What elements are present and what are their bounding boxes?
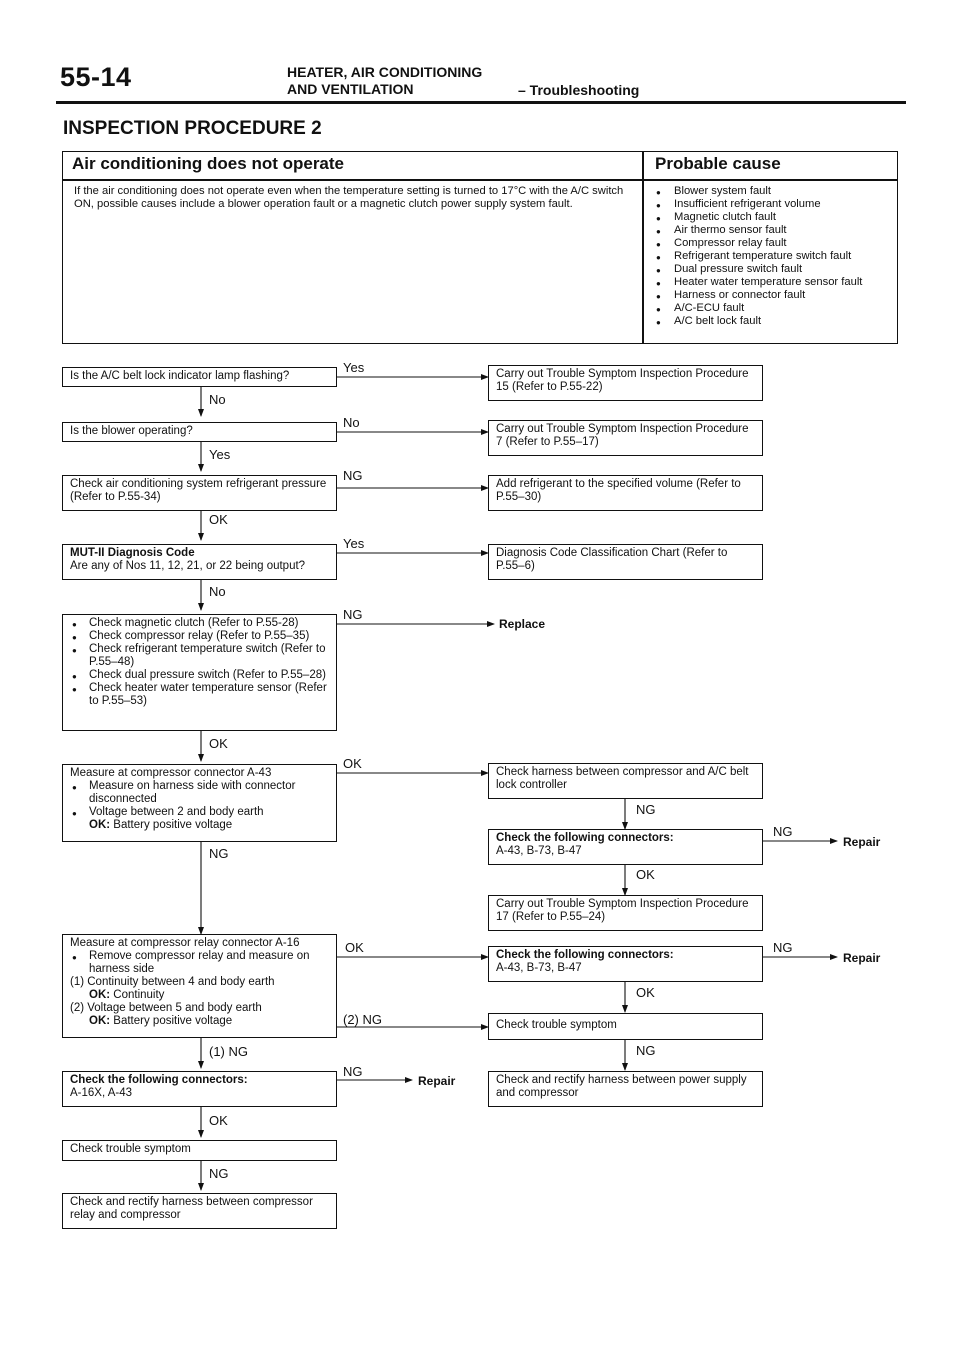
q1-no-label: No <box>209 392 226 407</box>
cause-item: ● Heater water temperature sensor fault <box>652 276 862 289</box>
c1-title: Check the following connectors: <box>496 949 674 961</box>
q9-text: Check trouble symptom <box>70 1143 191 1155</box>
q7-ng1-label: (1) NG <box>209 1044 248 1059</box>
chapter-title-line2: AND VENTILATION <box>287 81 414 97</box>
q2-text: Is the blower operating? <box>70 425 193 437</box>
q4-diagnosis-box <box>62 544 337 580</box>
q6-ok-condition <box>70 819 329 832</box>
q7-title: Measure at compressor relay connector A-16 <box>70 937 300 949</box>
page-number: 55-14 <box>60 62 132 92</box>
cause-item: ● Air thermo sensor fault <box>652 224 862 237</box>
q5-component-checks-box <box>62 614 337 731</box>
q9-trouble-symptom-box <box>62 1140 337 1161</box>
cause-item: ● Dual pressure switch fault <box>652 263 862 276</box>
r3-result-box <box>488 475 763 511</box>
c1-list: A-43, B-73, B-47 <box>496 962 582 974</box>
symptom-title: Air conditioning does not operate <box>72 154 344 173</box>
q6-ok-label-text: OK: <box>89 819 111 831</box>
c1-repair-label: Repair <box>843 951 881 965</box>
r4-result-box <box>488 544 763 580</box>
symptom-description: If the air conditioning does not operate even when the temperature setting is turned to 17°C with the A/C switch ON, possible causes include a blower operation fault or a magnetic clutch power supply system fault. <box>74 185 624 210</box>
q1-text: Is the A/C belt lock indicator lamp flashing? <box>70 370 290 382</box>
q1-yes-label: Yes <box>343 360 365 375</box>
b1-text: Check harness between compressor and A/C belt lock controller <box>496 766 749 791</box>
q7-c2-ok-value: Battery positive voltage <box>113 1015 233 1027</box>
q5-item: ● Check magnetic clutch (Refer to P.55-28) <box>70 617 329 630</box>
cause-item: ● A/C-ECU fault <box>652 302 862 315</box>
q3-ok-label: OK <box>209 512 228 527</box>
q5-item: ● Check compressor relay (Refer to P.55–35) <box>70 630 329 643</box>
c2-ng-label: NG <box>636 1043 656 1058</box>
cause-item: ● Insufficient refrigerant volume <box>652 198 862 211</box>
section-title: – Troubleshooting <box>518 82 640 98</box>
q8-list: A-16X, A-43 <box>70 1087 133 1099</box>
b2-repair-label: Repair <box>843 835 881 849</box>
q6-ng-label: NG <box>209 846 229 861</box>
b1-ng-label: NG <box>636 802 656 817</box>
q8-connectors-box <box>62 1071 337 1107</box>
cause-item: ● Magnetic clutch fault <box>652 211 862 224</box>
q7-c2-ok-label: OK: <box>89 1015 111 1027</box>
r1-text: Carry out Trouble Symptom Inspection Procedure 15 (Refer to P.55-22) <box>496 368 749 393</box>
q7-condition-1: (1) Continuity between 4 and body earth <box>70 976 275 988</box>
q10-rectify-box <box>62 1193 337 1229</box>
q4-yes-label: Yes <box>343 536 365 551</box>
q5-item: ● Check dual pressure switch (Refer to P.55–28) <box>70 669 329 682</box>
q6-ok-value: Battery positive voltage <box>113 819 233 831</box>
chapter-title-line1: HEATER, AIR CONDITIONING <box>287 64 483 80</box>
q6-ok-label: OK <box>343 756 362 771</box>
c1-ok-label: OK <box>636 985 655 1000</box>
q7-condition-2-ok <box>70 1015 329 1028</box>
q8-ng-label: NG <box>343 1064 363 1079</box>
b2-connectors-box <box>488 829 763 865</box>
cause-item: ● Harness or connector fault <box>652 289 862 302</box>
c1-ng-label: NG <box>773 940 793 955</box>
q7-ng2-label: (2) NG <box>343 1012 382 1027</box>
q6-compressor-connector-box <box>62 764 337 842</box>
b3-procedure-box <box>488 895 763 931</box>
q6-item: ● Measure on harness side with connector disconnected <box>70 780 329 806</box>
q9-ng-label: NG <box>209 1166 229 1181</box>
q7-relay-connector-box <box>62 934 337 1038</box>
q7-item: ● Remove compressor relay and measure on harness side <box>70 950 329 976</box>
q3-text: Check air conditioning system refrigerant pressure (Refer to P.55-34) <box>70 478 327 503</box>
b3-text: Carry out Trouble Symptom Inspection Procedure 17 (Refer to P.55–24) <box>496 898 749 923</box>
cause-item: ● Refrigerant temperature switch fault <box>652 250 862 263</box>
q10-text: Check and rectify harness between compressor relay and compressor <box>70 1196 313 1221</box>
r2-text: Carry out Trouble Symptom Inspection Procedure 7 (Refer to P.55–17) <box>496 423 749 448</box>
q5-item: ● Check heater water temperature sensor (Refer to P.55–53) <box>70 682 329 708</box>
q4-title: MUT-II Diagnosis Code <box>70 547 195 559</box>
probable-cause-title: Probable cause <box>655 154 781 173</box>
b1-harness-box <box>488 763 763 799</box>
q1-belt-lock-box <box>62 367 337 387</box>
c2-trouble-symptom-box <box>488 1013 763 1040</box>
cause-item: ● Blower system fault <box>652 185 862 198</box>
q5-ok-label: OK <box>209 736 228 751</box>
q5-replace-label: Replace <box>499 617 546 631</box>
q7-condition-1-ok <box>70 989 329 1002</box>
c1-connectors-box <box>488 946 763 982</box>
q2-no-label: No <box>343 415 360 430</box>
q6-item: ● Voltage between 2 and body earth <box>70 806 329 819</box>
q7-c1-ok-value: Continuity <box>113 989 165 1001</box>
r1-result-box <box>488 365 763 401</box>
r4-text: Diagnosis Code Classification Chart (Refer to P.55–6) <box>496 547 728 572</box>
c2-text: Check trouble symptom <box>496 1019 617 1031</box>
q8-repair-label: Repair <box>418 1074 456 1088</box>
r3-text: Add refrigerant to the specified volume (Refer to P.55–30) <box>496 478 741 503</box>
q2-blower-box <box>62 422 337 442</box>
r2-result-box <box>488 420 763 456</box>
procedure-title: INSPECTION PROCEDURE 2 <box>63 118 322 139</box>
q8-ok-label: OK <box>209 1113 228 1128</box>
q4-text: Are any of Nos 11, 12, 21, or 22 being output? <box>70 560 306 572</box>
q7-condition-2: (2) Voltage between 5 and body earth <box>70 1002 262 1014</box>
c3-text: Check and rectify harness between power supply and compressor <box>496 1074 747 1099</box>
q2-yes-label: Yes <box>209 447 231 462</box>
b2-ng-label: NG <box>773 824 793 839</box>
b2-title: Check the following connectors: <box>496 832 674 844</box>
b2-ok-label: OK <box>636 867 655 882</box>
b2-list: A-43, B-73, B-47 <box>496 845 582 857</box>
q8-title: Check the following connectors: <box>70 1074 248 1086</box>
cause-item: ● A/C belt lock fault <box>652 315 862 328</box>
q7-c1-ok-label: OK: <box>89 989 111 1001</box>
q3-refrigerant-box <box>62 475 337 511</box>
cause-item: ● Compressor relay fault <box>652 237 862 250</box>
c3-rectify-box <box>488 1071 763 1107</box>
q5-item: ● Check refrigerant temperature switch (Refer to P.55–48) <box>70 643 329 669</box>
q4-no-label: No <box>209 584 226 599</box>
q6-title: Measure at compressor connector A-43 <box>70 767 272 779</box>
q7-ok-label: OK <box>345 940 364 955</box>
q3-ng-label: NG <box>343 468 363 483</box>
q5-ng-label: NG <box>343 607 363 622</box>
